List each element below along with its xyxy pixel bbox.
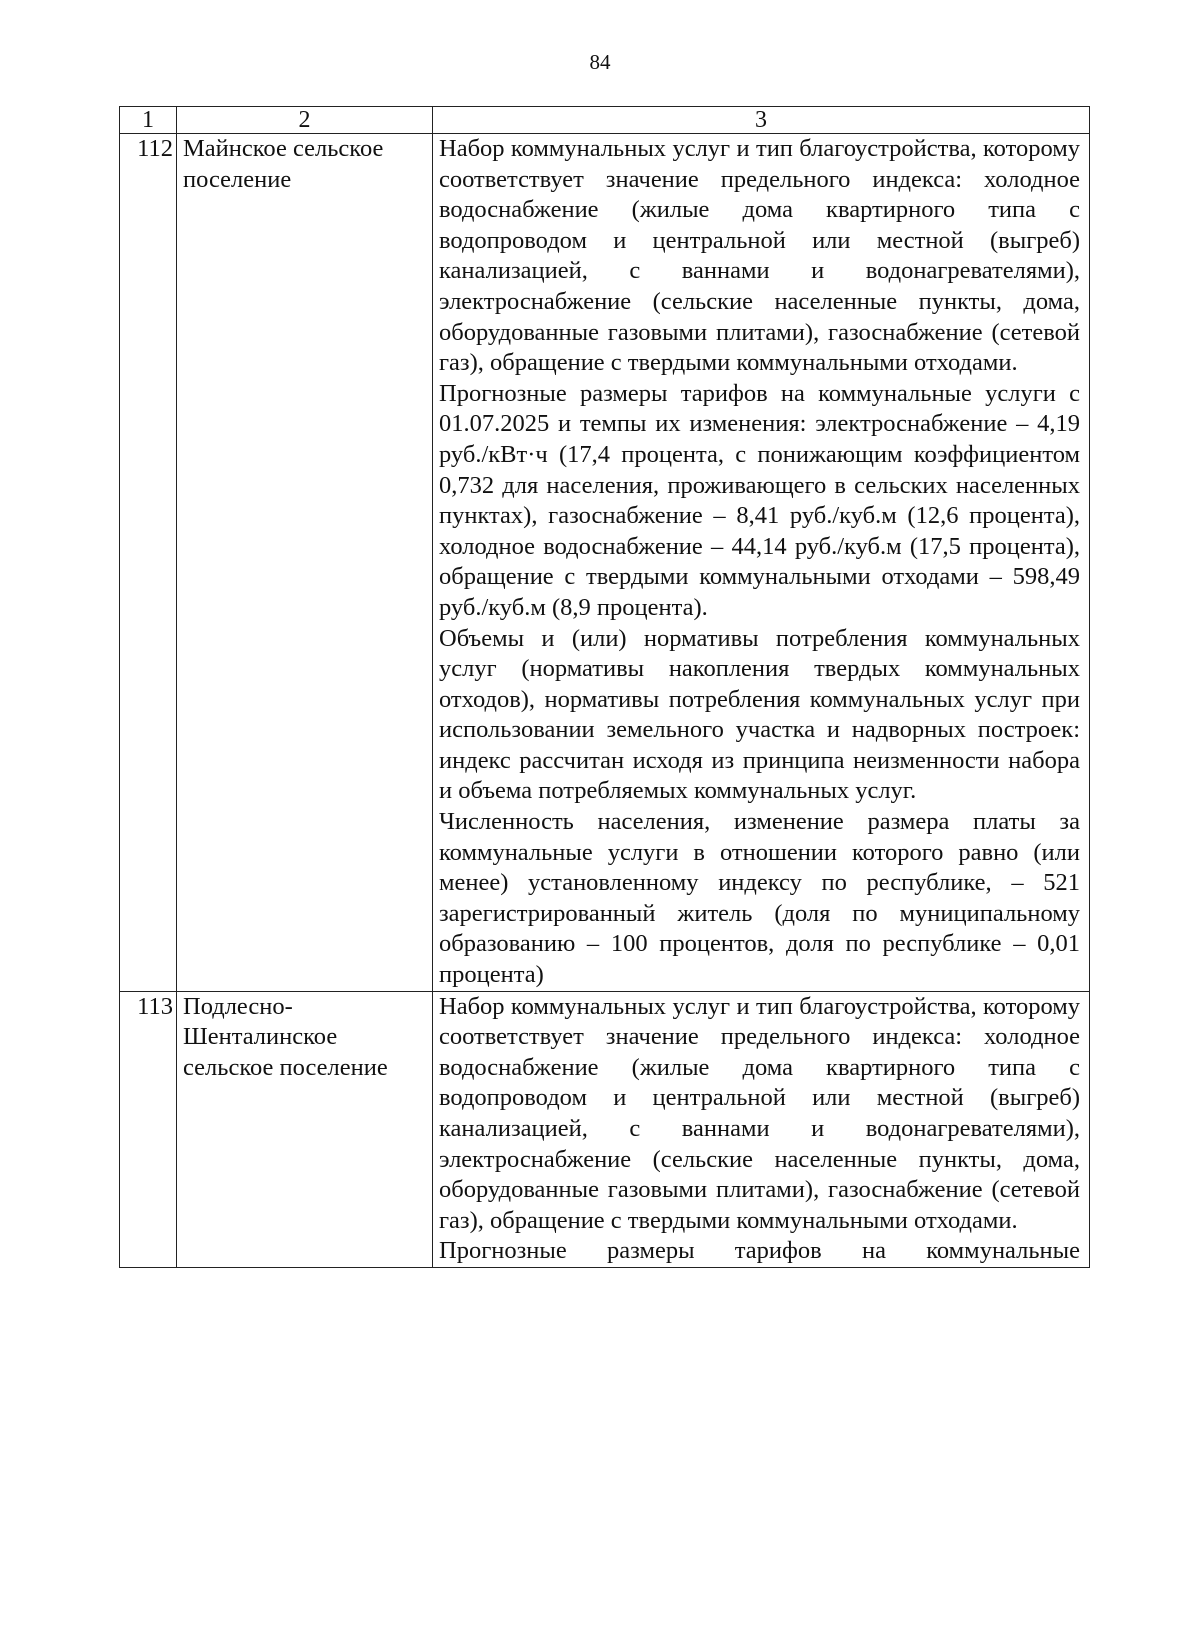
tariff-table xyxy=(119,106,1090,1268)
row-number: 113 xyxy=(120,991,177,1267)
column-header-1: 1 xyxy=(120,107,177,134)
column-header-2: 2 xyxy=(177,107,433,134)
row-description xyxy=(433,134,1090,992)
description-paragraph: Прогнозные размеры тарифов на коммунальные xyxy=(439,1237,1080,1265)
column-header-3: 3 xyxy=(433,107,1090,134)
description-paragraph: Прогнозные размеры тарифов на коммунальные услуги с 01.07.2025 и темпы их изменения: электроснабжение – 4,19 руб./кВт·ч (17,4 процента, с понижающим коэффициентом 0,732 для населения, проживающего в сельских населенных пунктах), газоснабжение – 8,41 руб./куб.м (12,6 процента), холодное водоснабжение – 44,14 руб./куб.м (17,5 процента), обращение с твердыми коммунальными отходами – 598,49 руб./куб.м (8,9 процента). xyxy=(439,379,1080,621)
page-number: 84 xyxy=(589,50,611,74)
description-paragraph: Объемы и (или) нормативы потребления коммунальных услуг (нормативы накопления твердых коммунальных отходов), нормативы потребления коммунальных услуг при использовании земельного участка и надворных построек: индекс рассчитан исходя из принципа неизменности набора и объема потребляемых коммунальных услуг. xyxy=(439,624,1080,805)
row-number: 112 xyxy=(120,134,177,992)
description-paragraph: Набор коммунальных услуг и тип благоустройства, которому соответствует значение предельного индекса: холодное водоснабжение (жилые дома квартирного типа с водопроводом и центральной или местной (выгреб) канализацией, с ваннами и водонагревателями), электроснабжение (сельские населенные пункты, дома, оборудованные газовыми плитами), газоснабжение (сетевой газ), обращение с твердыми коммунальными отходами. xyxy=(439,992,1080,1234)
row-description xyxy=(433,991,1090,1267)
municipality-name: Подлесно- Шенталинское сельское поселение xyxy=(177,991,433,1267)
municipality-name: Майнское сельское поселение xyxy=(177,134,433,992)
description-paragraph: Набор коммунальных услуг и тип благоустройства, которому соответствует значение предельного индекса: холодное водоснабжение (жилые дома квартирного типа с водопроводом и центральной или местной (выгреб) канализацией, с ваннами и водонагревателями), электроснабжение (сельские населенные пункты, дома, оборудованные газовыми плитами), газоснабжение (сетевой газ), обращение с твердыми коммунальными отходами. xyxy=(439,135,1080,377)
description-paragraph: Численность населения, изменение размера платы за коммунальные услуги в отношении которого равно (или менее) установленному индексу по республике, – 521 зарегистрированный житель (доля по муниципальному образованию – 100 процентов, доля по республике – 0,01 процента) xyxy=(439,808,1080,989)
table-header-row xyxy=(120,107,1090,134)
table-row xyxy=(120,134,1090,992)
table-row xyxy=(120,991,1090,1267)
